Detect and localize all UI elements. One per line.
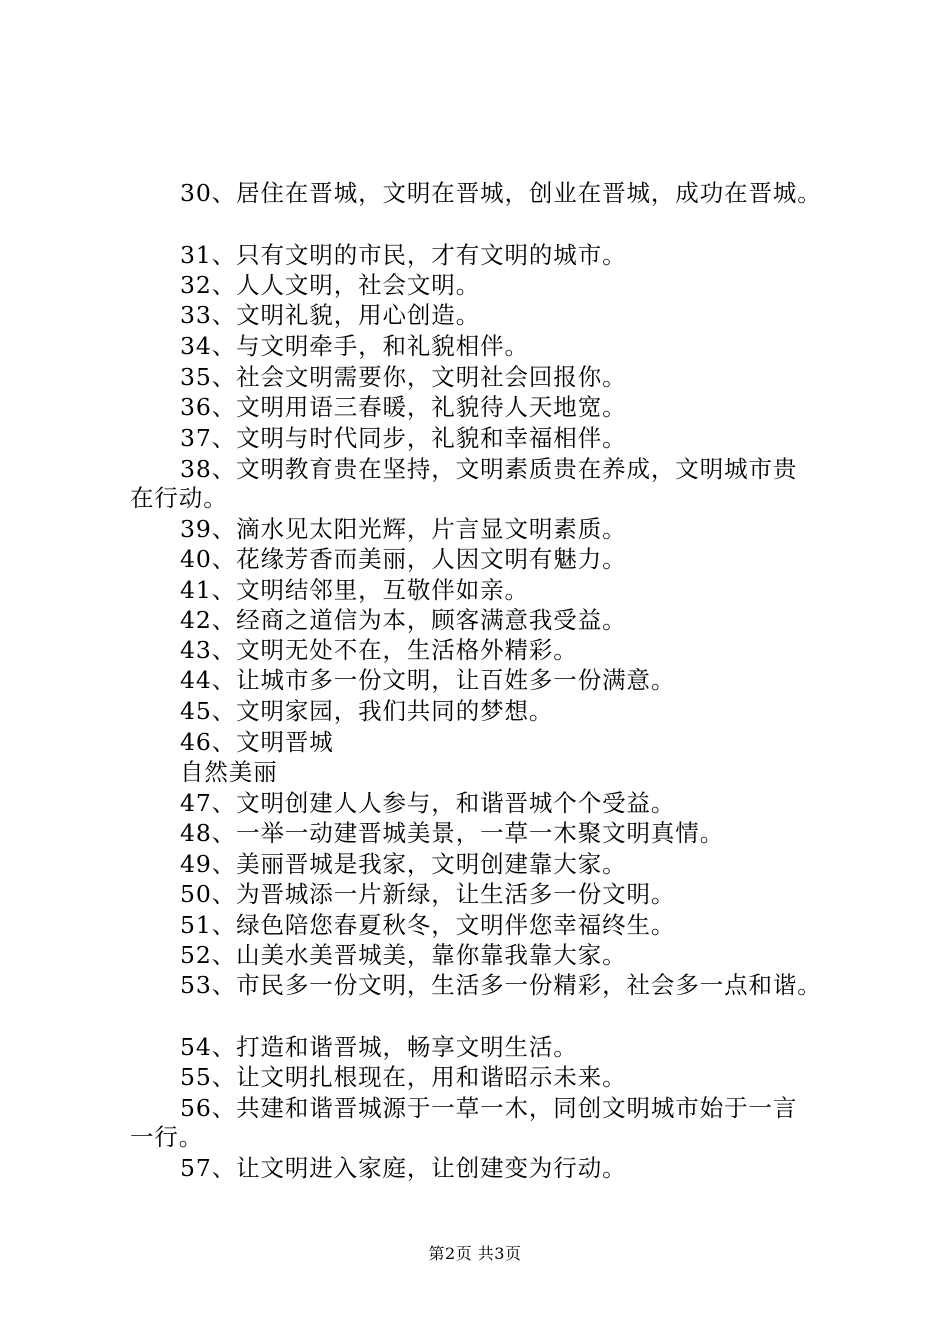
slogan-line-54: 54、打造和谐晋城，畅享文明生活。 [180, 1033, 578, 1061]
slogan-line-45: 45、文明家园，我们共同的梦想。 [180, 697, 554, 725]
slogan-line-42: 42、经商之道信为本，顾客满意我受益。 [180, 606, 627, 634]
slogan-line-46-continued: 自然美丽 [180, 758, 278, 786]
slogan-line-51: 51、绿色陪您春夏秋冬，文明伴您幸福终生。 [180, 911, 676, 939]
slogan-line-41: 41、文明结邻里，互敬伴如亲。 [180, 576, 529, 604]
slogan-line-53: 53、市民多一份文明，生活多一份精彩，社会多一点和谐。 [180, 971, 822, 999]
slogan-line-44: 44、让城市多一份文明，让百姓多一份满意。 [180, 666, 676, 694]
slogan-line-30: 30、居住在晋城，文明在晋城，创业在晋城，成功在晋城。 [180, 179, 822, 207]
page-number-footer: 第2页 共3页 [428, 1244, 522, 1263]
slogan-line-40: 40、花缘芳香而美丽，人因文明有魅力。 [180, 545, 627, 573]
slogan-line-37: 37、文明与时代同步，礼貌和幸福相伴。 [180, 424, 627, 452]
slogan-line-34: 34、与文明牵手，和礼貌相伴。 [180, 332, 529, 360]
slogan-line-38-continued: 在行动。 [130, 484, 228, 512]
slogan-line-47: 47、文明创建人人参与，和谐晋城个个受益。 [180, 789, 676, 817]
slogan-line-43: 43、文明无处不在，生活格外精彩。 [180, 636, 578, 664]
slogan-line-55: 55、让文明扎根现在，用和谐昭示未来。 [180, 1063, 627, 1091]
slogan-line-38: 38、文明教育贵在坚持，文明素质贵在养成，文明城市贵 [180, 455, 798, 483]
slogan-line-46: 46、文明晋城 [180, 728, 334, 756]
slogan-line-32: 32、人人文明，社会文明。 [180, 271, 481, 299]
slogan-line-49: 49、美丽晋城是我家，文明创建靠大家。 [180, 850, 627, 878]
slogan-line-52: 52、山美水美晋城美，靠你靠我靠大家。 [180, 941, 627, 969]
slogan-line-35: 35、社会文明需要你，文明社会回报你。 [180, 363, 627, 391]
slogan-line-56-continued: 一行。 [130, 1123, 204, 1151]
slogan-line-39: 39、滴水见太阳光辉，片言显文明素质。 [180, 515, 627, 543]
slogan-line-33: 33、文明礼貌，用心创造。 [180, 301, 481, 329]
slogan-line-56: 56、共建和谐晋城源于一草一木，同创文明城市始于一言 [180, 1094, 798, 1122]
slogan-line-31: 31、只有文明的市民，才有文明的城市。 [180, 241, 627, 269]
slogan-line-48: 48、一举一动建晋城美景，一草一木聚文明真情。 [180, 819, 725, 847]
slogan-line-57: 57、让文明进入家庭，让创建变为行动。 [180, 1154, 627, 1182]
slogan-line-36: 36、文明用语三春暖，礼貌待人天地宽。 [180, 393, 627, 421]
slogan-line-50: 50、为晋城添一片新绿，让生活多一份文明。 [180, 880, 676, 908]
